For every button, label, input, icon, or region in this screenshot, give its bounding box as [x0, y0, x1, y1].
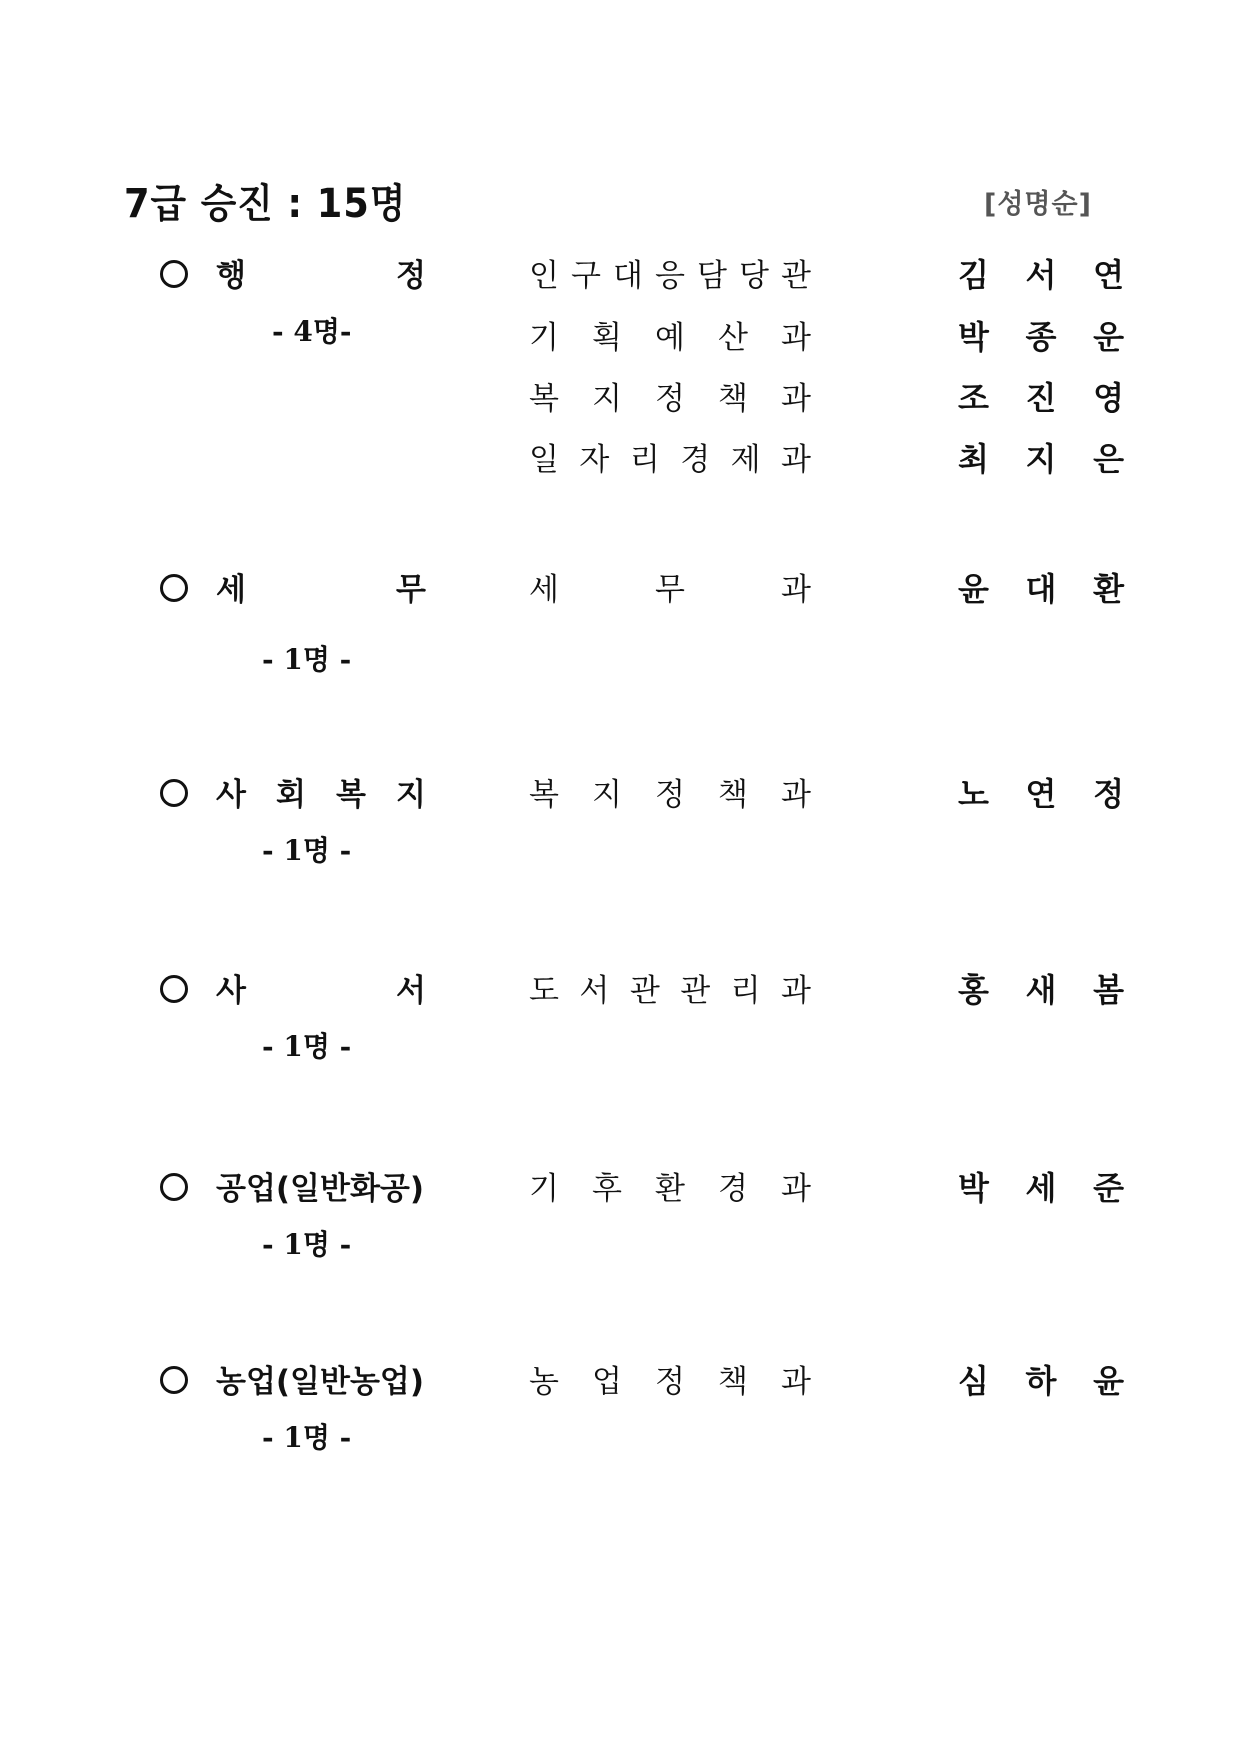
character: 지	[1025, 440, 1057, 478]
promotion-entry	[0, 1364, 1240, 1404]
character: 서	[579, 973, 610, 1009]
character: 자	[579, 442, 610, 478]
character: 세	[216, 572, 246, 608]
headcount: - 1명 -	[262, 1030, 352, 1063]
character: 복	[336, 777, 366, 813]
character: 복	[529, 381, 559, 417]
character: 인	[529, 258, 559, 294]
character: 관	[781, 258, 811, 294]
person-name	[958, 373, 1124, 419]
character: 리	[730, 973, 761, 1009]
character: 운	[1093, 318, 1124, 356]
person-name	[958, 1356, 1124, 1402]
job-category: 공업(일반화공)	[216, 1171, 425, 1207]
character: 책	[718, 1364, 748, 1400]
department	[529, 250, 811, 295]
character: 담	[697, 258, 727, 294]
character: 과	[781, 1364, 811, 1400]
character: 하	[1025, 1362, 1057, 1400]
character: 준	[1093, 1169, 1124, 1207]
character: 획	[592, 320, 622, 356]
character: 농	[529, 1364, 559, 1400]
character: 정	[655, 1364, 685, 1400]
promotion-entry	[0, 973, 1240, 1013]
character: 정	[1093, 775, 1124, 813]
person-name	[958, 1163, 1124, 1209]
character: 진	[1025, 379, 1057, 417]
promotion-entry	[0, 777, 1240, 817]
headcount: - 1명 -	[262, 1228, 352, 1261]
character: 홍	[958, 971, 989, 1009]
department	[529, 312, 811, 357]
job-category: 농업(일반농업)	[216, 1364, 425, 1400]
department	[529, 1163, 811, 1208]
character: 회	[276, 777, 306, 813]
character: 환	[1093, 570, 1124, 608]
character: 환	[655, 1171, 685, 1207]
character: 과	[781, 381, 811, 417]
person-name	[958, 250, 1124, 296]
character: 세	[1025, 1169, 1057, 1207]
department	[529, 769, 811, 814]
character: 지	[592, 777, 622, 813]
character: 업	[592, 1364, 622, 1400]
character: 제	[730, 442, 761, 478]
character: 과	[781, 320, 811, 356]
character: 일	[529, 442, 559, 478]
character: 김	[958, 256, 989, 294]
character: 무	[655, 572, 685, 608]
character: 노	[958, 775, 989, 813]
page-title: 7급 승진 : 15명	[124, 181, 407, 227]
person-name	[958, 769, 1124, 815]
department	[529, 434, 811, 479]
character: 구	[571, 258, 601, 294]
character: 기	[529, 320, 559, 356]
sort-order-note: [성명순]	[984, 189, 1092, 220]
character: 사	[216, 973, 246, 1009]
department	[529, 1356, 811, 1401]
character: 경	[718, 1171, 748, 1207]
character: 윤	[1093, 1362, 1124, 1400]
character: 서	[396, 973, 426, 1009]
promotion-entry	[0, 320, 1240, 360]
character: 지	[592, 381, 622, 417]
person-name	[958, 564, 1124, 610]
department	[529, 564, 811, 609]
character: 박	[958, 318, 989, 356]
character: 복	[529, 777, 559, 813]
character: 정	[655, 777, 685, 813]
character: 과	[781, 973, 811, 1009]
person-name	[958, 434, 1124, 480]
character: 최	[958, 440, 989, 478]
character: 과	[781, 572, 811, 608]
promotion-entry	[0, 258, 1240, 298]
character: 예	[655, 320, 685, 356]
character: 행	[216, 258, 246, 294]
character: 리	[629, 442, 660, 478]
character: 대	[1025, 570, 1057, 608]
promotion-entry	[0, 442, 1240, 482]
character: 연	[1093, 256, 1124, 294]
character: 책	[718, 381, 748, 417]
headcount: - 1명 -	[262, 834, 352, 867]
person-name	[958, 965, 1124, 1011]
character: 박	[958, 1169, 989, 1207]
character: 관	[680, 973, 711, 1009]
character: 대	[613, 258, 643, 294]
person-name	[958, 312, 1124, 358]
department	[529, 373, 811, 418]
headcount: - 1명 -	[262, 643, 352, 676]
character: 봄	[1093, 971, 1124, 1009]
promotion-entry	[0, 381, 1240, 421]
character: 사	[216, 777, 246, 813]
character: 관	[629, 973, 660, 1009]
promotion-entry	[0, 572, 1240, 612]
character: 무	[396, 572, 426, 608]
character: 정	[655, 381, 685, 417]
character: 윤	[958, 570, 989, 608]
character: 지	[396, 777, 426, 813]
character: 심	[958, 1362, 989, 1400]
character: 과	[781, 1171, 811, 1207]
headcount: - 1명 -	[262, 1421, 352, 1454]
character: 새	[1025, 971, 1057, 1009]
character: 조	[958, 379, 989, 417]
character: 과	[781, 442, 811, 478]
character: 종	[1025, 318, 1057, 356]
character: 은	[1093, 440, 1124, 478]
headcount: - 4명-	[272, 315, 352, 348]
character: 과	[781, 777, 811, 813]
character: 서	[1025, 256, 1057, 294]
character: 산	[718, 320, 748, 356]
character: 영	[1093, 379, 1124, 417]
character: 도	[529, 973, 559, 1009]
promotion-entry	[0, 1171, 1240, 1211]
character: 응	[655, 258, 685, 294]
character: 경	[680, 442, 711, 478]
character: 후	[592, 1171, 622, 1207]
character: 책	[718, 777, 748, 813]
character: 연	[1025, 775, 1057, 813]
character: 기	[529, 1171, 559, 1207]
department	[529, 965, 811, 1010]
character: 정	[396, 258, 426, 294]
character: 세	[529, 572, 559, 608]
character: 당	[739, 258, 769, 294]
